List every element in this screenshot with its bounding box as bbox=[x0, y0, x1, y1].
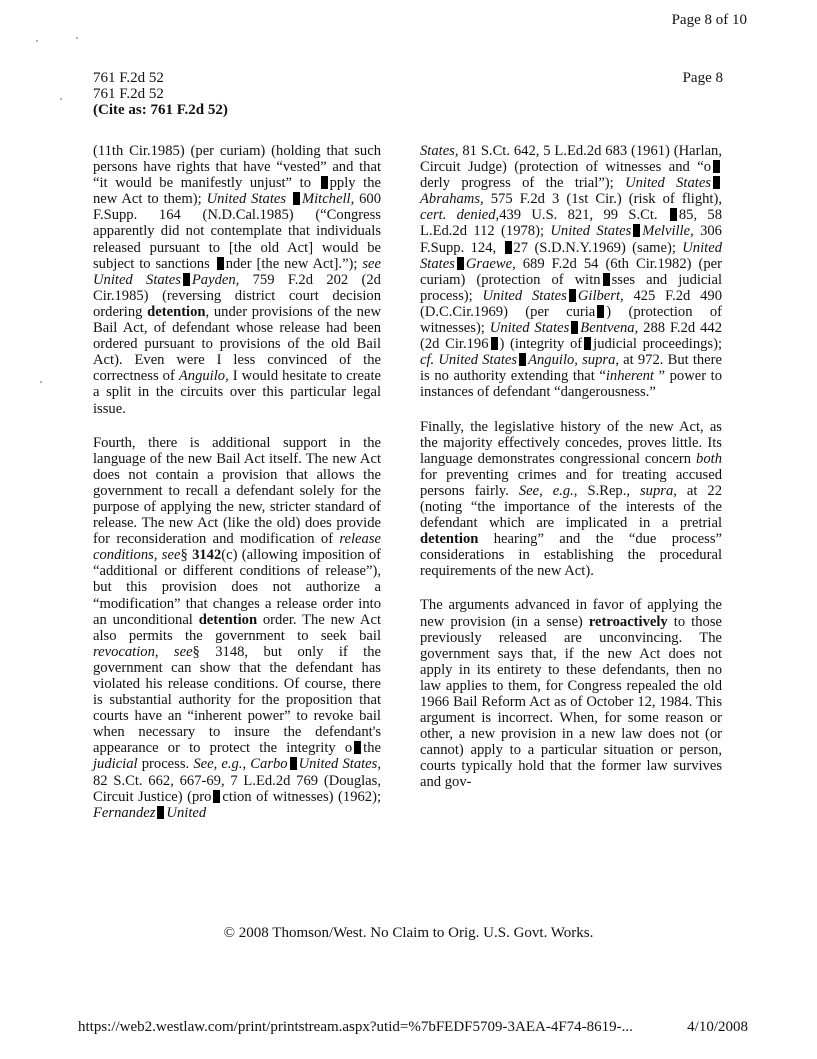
copyright-notice: © 2008 Thomson/West. No Claim to Orig. U.S. Govt. Works. bbox=[223, 925, 594, 941]
redaction-mark bbox=[603, 273, 610, 286]
redaction-mark bbox=[633, 224, 640, 237]
redaction-mark bbox=[157, 806, 164, 819]
print-url: https://web2.westlaw.com/print/printstream.aspx?utid=%7bFEDF5709-3AEA-4F74-8619-... bbox=[78, 1019, 633, 1035]
citation-block bbox=[93, 70, 228, 118]
redaction-mark bbox=[213, 790, 220, 803]
cite-line-1: 761 F.2d 52 bbox=[93, 70, 164, 86]
redaction-mark bbox=[491, 337, 498, 350]
scan-speck bbox=[40, 381, 42, 383]
page-of-indicator: Page 8 of 10 bbox=[671, 12, 747, 28]
right-paragraph-1: States, 81 S.Ct. 642, 5 L.Ed.2d 683 (1961) (Harlan, Circuit Judge) (protection of witnesses and “oderly progress of the trial”); United StatesAbrahams, 575 F.2d 3 (1st Cir.) (risk of flight), cert. denied,439 U.S. 821, 99 S.Ct. 85, 58 L.Ed.2d 112 (1978); United States Melville, 306 F.Supp. 124, 27 (S.D.N.Y.1969) (same); United States Graewe, 689 F.2d 54 (6th Cir.1982) (per curiam) (protection of witn sses and judicial process); United States Gilbert, 425 F.2d 490 (D.C.Cir.1969) (per curia ) (protection of witnesses); United States Bentvena, 288 F.2d 442 (2d Cir.196 ) (integrity of judicial proceedings); cf. United States Anguilo, supra, at 972. But there is no authority extending that “inherent ” power to instances of defendant “dangerousness.” bbox=[420, 143, 723, 401]
right-paragraph-3: The arguments advanced in favor of applying the new provision (in a sense) retroactively to those previously released are unconvincing. The government says that, if the new Act does not apply in its entirety to these defendants, then no law applies to them, for Congress repealed the old 1966 Bail Reform Act as of October 12, 1984. This argument is incorrect. When, for some reason or other, a new provision in a new law does not (or cannot) apply to a particular situation or person, courts typically hold that the former law survives and gov- bbox=[420, 597, 722, 791]
right-paragraph-2: Finally, the legislative history of the new Act, as the majority effectively concedes, proves little. Its language demonstrates congressional concern both for preventing crimes and for treating accused persons fairly. See, e.g., S.Rep., supra, at 22 (noting “the importance of the interests of the defendant which are implicated in a pretrial detention hearing” and the “due process” considerations in establishing the procedural requirements of the new Act). bbox=[420, 418, 722, 580]
left-paragraph-1: (11th Cir.1985) (per curiam) (holding that such persons have rights that have “vested” and that “it would be manifestly unjust” to pply the new Act to them); United States Mitchell, 600 F.Supp. 164 (N.D.Cal.1985) (“Congress apparently did not contemplate that individuals released pursuant to [the old Act] would be subject to sanctions nder [the new Act].”); see United States Payden, 759 F.2d 202 (2d Cir.1985) (reversing district court decision ordering detention, under provisions of the new Bail Act, of defendant whose release had been ordered pursuant to provisions of the old Bail Act). Even were I less convinced of the correctness of Anguilo, I would hesitate to create a split in the circuits over this particular legal issue. bbox=[93, 143, 381, 417]
redaction-mark bbox=[183, 273, 190, 286]
redaction-mark bbox=[457, 257, 464, 270]
page-number: Page 8 bbox=[682, 70, 723, 86]
scan-speck bbox=[36, 40, 38, 42]
redaction-mark bbox=[571, 321, 578, 334]
left-column bbox=[93, 143, 381, 839]
redaction-mark bbox=[321, 176, 328, 189]
left-paragraph-2: Fourth, there is additional support in the language of the new Bail Act itself. The new Act does not contain a provision that allows the government to recall a defendant solely for the purpose of applying the new, stricter standard of release. The new Act (like the old) does provide for reconsideration and modification of release conditions, see§ 3142(c) (allowing imposition of “additional or different conditions of release”), but this provision does not authorize a “modification” that changes a release order into an unconditional detention order. The new Act also permits the government to seek bail revocation, see§ 3148, but only if the government can show that the defendant has violated his release conditions. Of course, there is substantial authority for the proposition that courts have an “inherent power” to revoke bail when necessary to insure the defendant's appearance or to protect the integrity o the judicial process. See, e.g., Carbo United States, 82 S.Ct. 662, 667-69, 7 L.Ed.2d 769 (Douglas, Circuit Justice) (pro ction of witnesses) (1962); Fernandez United bbox=[93, 434, 382, 821]
cite-as: (Cite as: 761 F.2d 52) bbox=[93, 102, 228, 118]
redaction-mark bbox=[597, 305, 604, 318]
redaction-mark bbox=[519, 353, 526, 366]
redaction-mark bbox=[217, 257, 224, 270]
right-column bbox=[420, 143, 722, 809]
redaction-mark bbox=[290, 757, 297, 770]
redaction-mark bbox=[584, 337, 591, 350]
print-date: 4/10/2008 bbox=[687, 1019, 748, 1035]
redaction-mark bbox=[293, 192, 300, 205]
scan-speck bbox=[60, 98, 62, 100]
redaction-mark bbox=[354, 741, 361, 754]
redaction-mark bbox=[505, 241, 512, 254]
cite-line-2: 761 F.2d 52 bbox=[93, 86, 164, 102]
redaction-mark bbox=[670, 208, 677, 221]
redaction-mark bbox=[569, 289, 576, 302]
scan-speck bbox=[76, 37, 78, 39]
redaction-mark bbox=[713, 160, 720, 173]
redaction-mark bbox=[713, 176, 720, 189]
